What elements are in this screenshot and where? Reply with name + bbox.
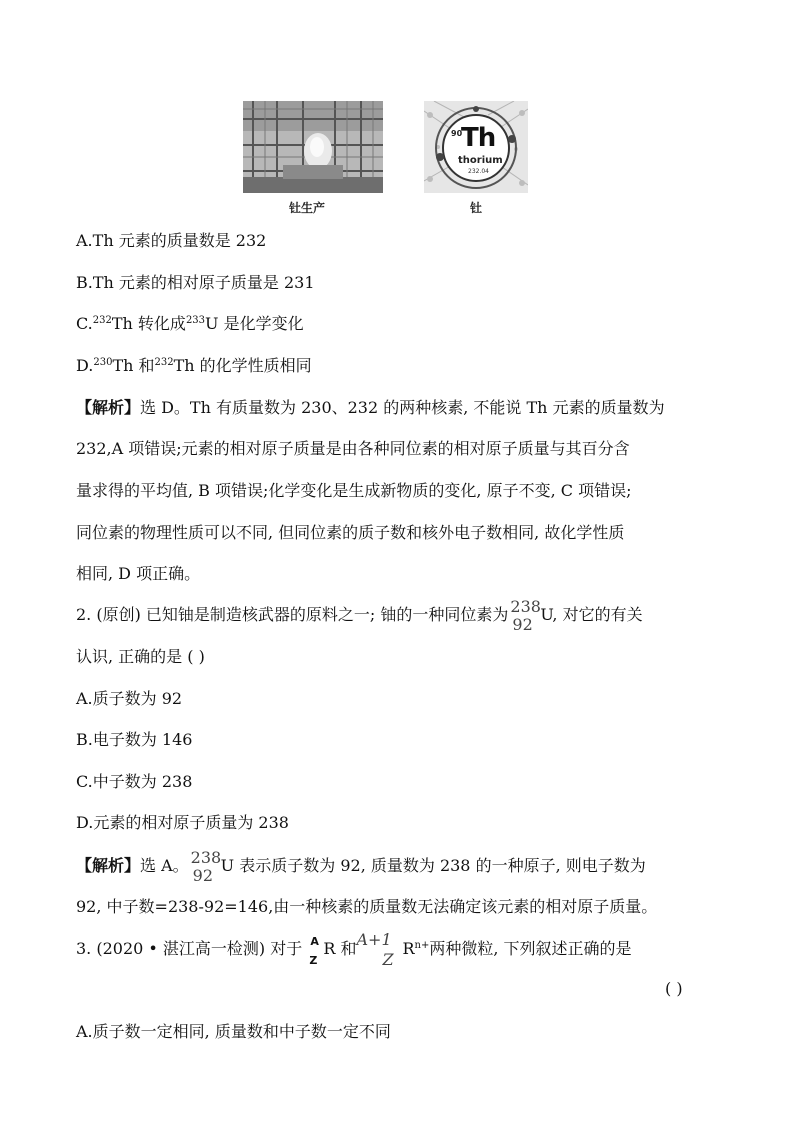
q2-analysis-num: 92 <box>192 865 214 885</box>
thorium-production-photo <box>243 101 383 193</box>
q3-nuclide-a1z <box>356 929 403 969</box>
q2-mass-number: 238 <box>510 596 541 616</box>
q1-c-prefix: C. <box>76 314 93 333</box>
q1-c-sup2: 233 <box>185 315 206 326</box>
q1-option-d <box>76 355 312 377</box>
q3-az-a: A <box>310 934 319 948</box>
q3-az-z: Z <box>309 953 318 967</box>
q1-d-post: Th 的化学性质相同 <box>173 356 312 375</box>
q1-c-post: U 是化学变化 <box>205 314 304 333</box>
factory-caption: 钍生产 <box>289 201 326 215</box>
q1-analysis-line3: 量求得的平均值, B 项错误;化学变化是生成新物质的变化, 原子不变, C 项错误; <box>76 481 632 500</box>
q2-analysis-post: U 表示质子数为 92, 质量数为 238 的一种原子, 则电子数为 <box>220 856 646 875</box>
q2-option-d: D.元素的相对原子质量为 238 <box>76 813 289 832</box>
thorium-mass: 232.04 <box>468 168 489 175</box>
q1-d-prefix: D. <box>76 356 94 375</box>
q3-r2-charge: n+ <box>414 940 430 951</box>
q2-analysis-line2: 92, 中子数=238-92=146,由一种核素的质量数无法确定该元素的相对原子质量。 <box>76 897 658 916</box>
q2-option-b: B.电子数为 146 <box>76 730 193 749</box>
q1-analysis-line2: 232,A 项错误;元素的相对原子质量是由各种同位素的相对原子质量与其百分含 <box>76 439 630 458</box>
q2-atomic-number: 92 <box>512 614 533 634</box>
q3-nuclide-az <box>307 934 323 967</box>
thorium-atomic-number: 90 <box>451 129 463 138</box>
thorium-element-image <box>424 101 528 193</box>
q1-c-mid: Th 转化成 <box>111 314 186 333</box>
q1-d-sup2: 232 <box>154 357 174 368</box>
analysis-tag: 【解析】 <box>76 398 141 417</box>
q3-answer-paren: ( ) <box>665 979 683 998</box>
q3-option-a: A.质子数一定相同, 质量数和中子数一定不同 <box>76 1022 391 1041</box>
q2-stem-line1 <box>76 596 643 634</box>
q2-analysis-nuclide <box>189 847 222 885</box>
q1-analysis-text1: 选 D。Th 有质量数为 230、232 的两种核素, 不能说 Th 元素的质量数为 <box>140 398 665 417</box>
q2-analysis-pre: 选 A。 <box>140 856 189 875</box>
q1-option-b: B.Th 元素的相对原子质量是 231 <box>76 273 315 292</box>
q3-a1-top: A+1 <box>356 929 392 949</box>
q2-stem-pre: 2. (原创) 已知铀是制造核武器的原料之一; 铀的一种同位素为 <box>76 605 509 624</box>
q3-a1-bot: Z <box>382 949 394 969</box>
q1-option-c <box>76 313 304 335</box>
thorium-name: thorium <box>458 155 503 166</box>
thorium-caption: 钍 <box>470 201 483 215</box>
q1-c-sup1: 232 <box>92 315 112 326</box>
q2-analysis-line1 <box>76 847 646 885</box>
q3-stem-pre: 3. (2020 • 湛江高一检测) 对于 <box>76 939 303 958</box>
q1-analysis-line4: 同位素的物理性质可以不同, 但同位素的质子数和核外电子数相同, 故化学性质 <box>76 523 625 542</box>
q1-d-mid: Th 和 <box>112 356 155 375</box>
q2-analysis-mass: 238 <box>190 847 222 867</box>
q3-r1: R 和 <box>323 939 357 958</box>
q2-nuclide <box>508 596 541 634</box>
q2-stem-post: U, 对它的有关 <box>540 605 643 624</box>
q3-stem-post: 两种微粒, 下列叙述正确的是 <box>429 939 632 958</box>
q1-option-a: A.Th 元素的质量数是 232 <box>76 231 267 250</box>
q2-stem-line2: 认识, 正确的是 ( ) <box>76 647 205 666</box>
q1-analysis-line1 <box>76 397 665 419</box>
q2-option-c: C.中子数为 238 <box>76 772 193 791</box>
q3-stem-line1 <box>76 929 632 969</box>
analysis-tag: 【解析】 <box>76 856 141 875</box>
q2-option-a: A.质子数为 92 <box>76 689 183 708</box>
factory-illustration <box>243 101 383 193</box>
thorium-symbol: Th <box>461 123 496 153</box>
q3-r2: R <box>402 939 415 958</box>
q1-d-sup1: 230 <box>93 357 113 368</box>
q1-analysis-line5: 相同, D 项正确。 <box>76 564 201 583</box>
